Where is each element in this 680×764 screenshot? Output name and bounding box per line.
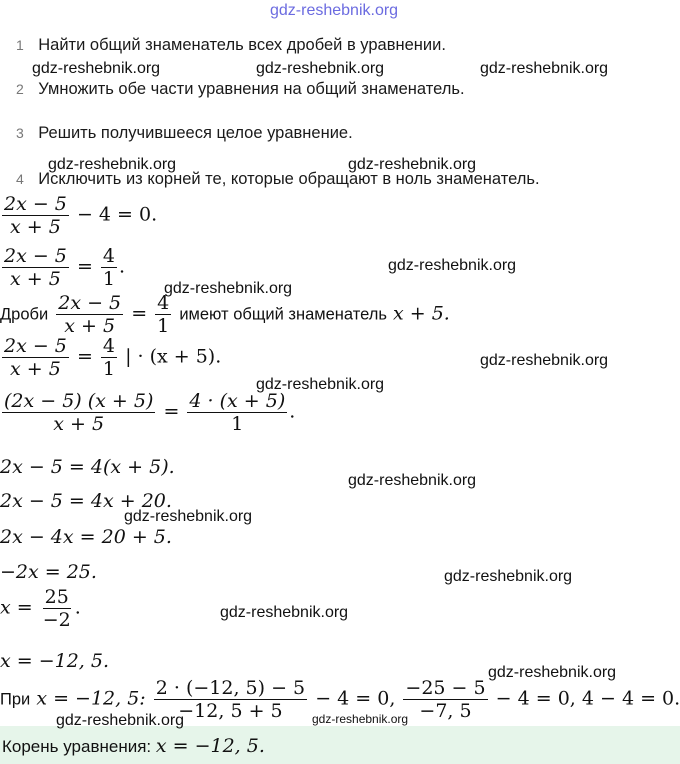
- answer-value: x = −12, 5.: [155, 735, 265, 757]
- watermark: gdz-reshebnik.org: [312, 712, 409, 726]
- fraction: $\frac{-25 - 5}{-7, 5}$: [405, 677, 486, 722]
- equation-5: 2x − 5 = 4(x + 5).: [0, 456, 175, 478]
- fraction: $\frac{(2x - 5) (x + 5)}{x + 5}$: [4, 390, 154, 435]
- answer-label: Корень уравнения:: [2, 737, 152, 756]
- equation-3: $\frac{2x - 5}{x + 5}$ = $\frac{4}{1}$ | · (x + 5).: [4, 335, 222, 380]
- fraction: $\frac{2x - 5}{x + 5}$: [58, 292, 122, 337]
- equation-4: $\frac{(2x - 5) (x + 5)}{x + 5}$ = $\frac{4 \cdot (x + 5)}{1}$ .: [4, 390, 296, 435]
- step-text: Умножить обе части уравнения на общий знаменатель.: [38, 80, 465, 98]
- step-text: Найти общий знаменатель всех дробей в уравнении.: [38, 36, 446, 54]
- watermark: gdz-reshebnik.org: [48, 156, 177, 173]
- watermark: gdz-reshebnik.org: [164, 280, 293, 297]
- equation-9: x = $\frac{25}{-2}$ .: [0, 586, 81, 631]
- step-3: [16, 124, 353, 143]
- answer-text: [2, 735, 265, 757]
- fraction: $\frac{2x - 5}{x + 5}$: [4, 193, 67, 238]
- watermark: gdz-reshebnik.org: [388, 257, 517, 274]
- fraction: $\frac{25}{-2}$: [42, 586, 71, 631]
- equation-1: $\frac{2x - 5}{x + 5}$ − 4 = 0.: [4, 193, 158, 238]
- watermark: gdz-reshebnik.org: [480, 60, 609, 77]
- equation-6: 2x − 5 = 4x + 20.: [0, 490, 172, 512]
- step-number: 4: [16, 171, 24, 187]
- fraction: $\frac{2x - 5}{x + 5}$: [4, 335, 67, 380]
- equation-2: $\frac{2x - 5}{x + 5}$ = $\frac{4}{1}$ .: [4, 245, 126, 290]
- check-line: При x = −12, 5: $\frac{2 \cdot (-12, 5) - 5}{-12, 5 + 5}$ − 4 = 0, $\frac{-25 - 5}{-7, 5}$ − 4 = 0, 4 − 4 = 0.: [0, 677, 680, 722]
- common-denominator-line: Дроби $\frac{2x - 5}{x + 5}$ = $\frac{4}{1}$ имеют общий знаменатель x + 5.: [0, 292, 450, 337]
- watermark: gdz-reshebnik.org: [488, 664, 617, 681]
- step-2: [16, 80, 465, 99]
- fraction: $\frac{4}{1}$: [102, 245, 116, 290]
- watermark: gdz-reshebnik.org: [444, 568, 573, 585]
- equation-8: −2x = 25.: [0, 561, 97, 583]
- watermark: gdz-reshebnik.org: [348, 156, 477, 173]
- step-number: 1: [16, 37, 24, 53]
- equation-10: x = −12, 5.: [0, 650, 110, 672]
- watermark: gdz-reshebnik.org: [480, 352, 609, 369]
- watermark: gdz-reshebnik.org: [32, 60, 161, 77]
- watermark: gdz-reshebnik.org: [348, 472, 477, 489]
- watermark: gdz-reshebnik.org: [256, 376, 385, 393]
- watermark: gdz-reshebnik.org: [56, 712, 185, 729]
- fraction: $\frac{4 \cdot (x + 5)}{1}$: [189, 390, 286, 435]
- fraction: $\frac{4}{1}$: [157, 292, 170, 337]
- watermark: gdz-reshebnik.org: [124, 508, 253, 525]
- watermark: gdz-reshebnik.org: [256, 60, 385, 77]
- equation-7: 2x − 4x = 20 + 5.: [0, 526, 172, 548]
- watermark: gdz-reshebnik.org: [220, 604, 349, 621]
- fraction: $\frac{2 \cdot (-12, 5) - 5}{-12, 5 + 5}$: [155, 677, 306, 722]
- step-1: [16, 36, 446, 55]
- step-number: 2: [16, 81, 24, 97]
- watermark: gdz-reshebnik.org: [270, 2, 399, 19]
- fraction: $\frac{4}{1}$: [102, 335, 116, 380]
- fraction: $\frac{2x - 5}{x + 5}$: [4, 245, 67, 290]
- step-text: Исключить из корней те, которые обращают в ноль знаменатель.: [38, 170, 540, 188]
- step-text: Решить получившееся целое уравнение.: [38, 124, 353, 142]
- answer-box: [0, 726, 680, 764]
- step-number: 3: [16, 125, 24, 141]
